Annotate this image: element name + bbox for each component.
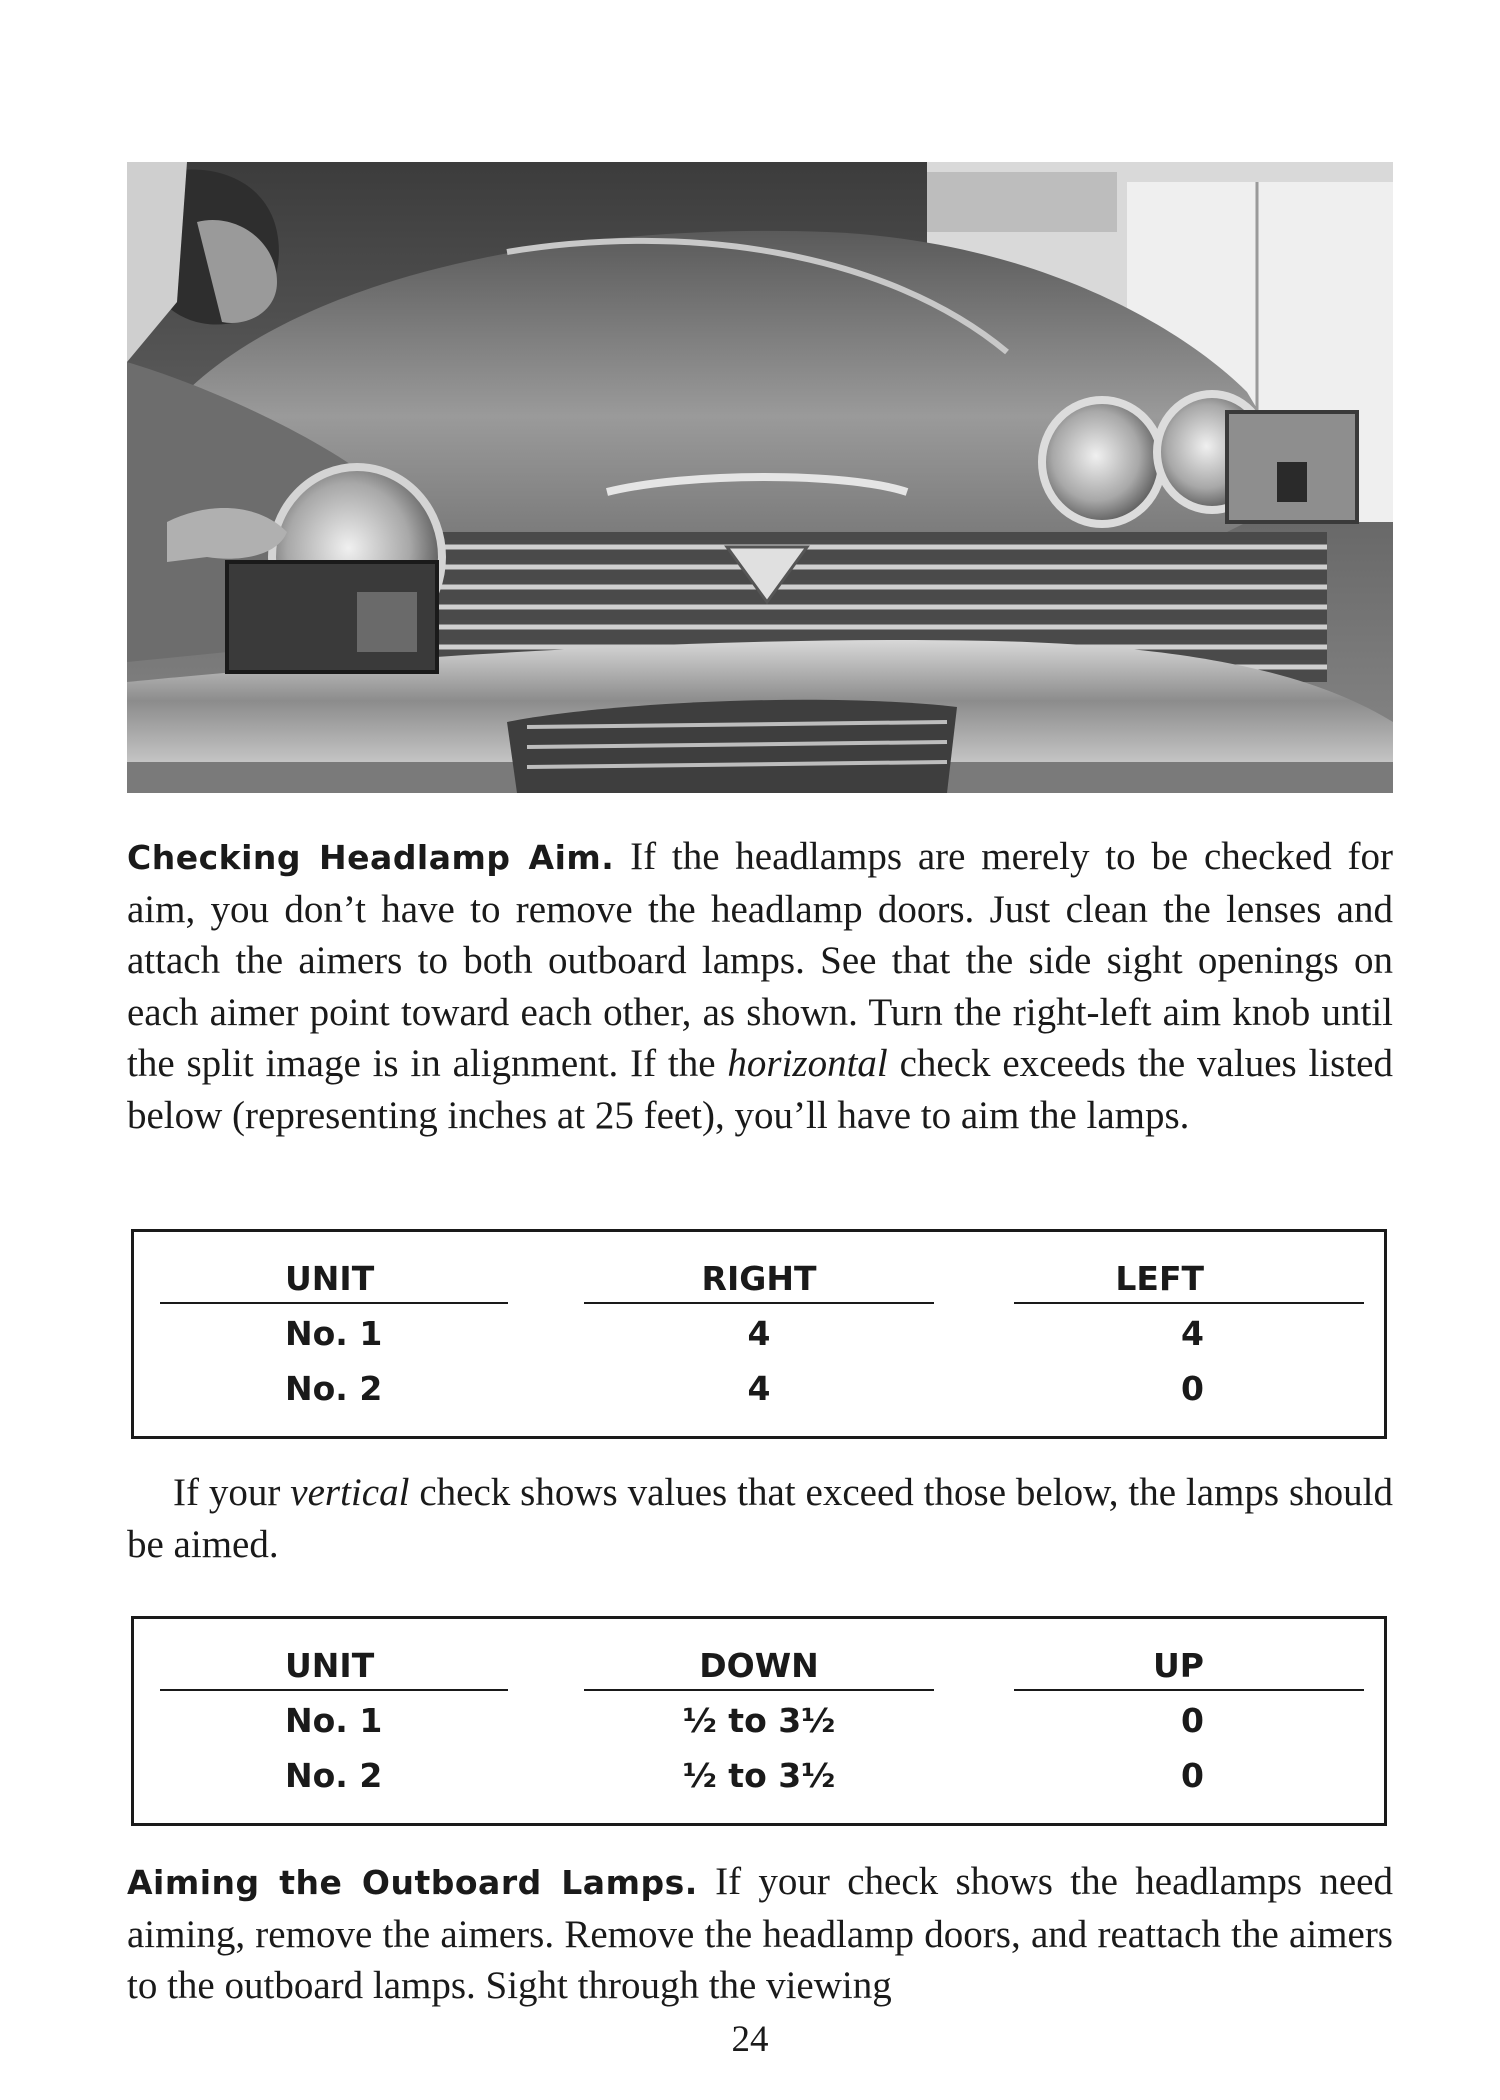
table2-unit-column — [160, 1642, 508, 1801]
table1-unit-header: UNIT — [160, 1255, 508, 1304]
horizontal-aim-table — [131, 1229, 1387, 1439]
vertical-check-emphasis: vertical — [290, 1471, 410, 1514]
table2-up-column — [1014, 1642, 1364, 1801]
table2-up-header: UP — [1014, 1642, 1364, 1691]
car-front-photo — [127, 162, 1393, 793]
checking-aim-paragraph — [127, 831, 1393, 1141]
table2-down-column — [584, 1642, 934, 1801]
aiming-outboard-text: If your check shows the headlamps need aiming, remove the aimers. Remove the headlamp doors, and reattach the aimers to the outboard lamps. Sight through the viewing — [127, 1860, 1393, 2007]
table1-row1-left: 4 — [1181, 1314, 1204, 1353]
table2-down-header: DOWN — [584, 1642, 934, 1691]
table2-row1-up: 0 — [1181, 1701, 1204, 1740]
table1-left-header: LEFT — [1014, 1255, 1364, 1304]
checking-aim-text-a: If the headlamps are merely to be checked for aim, you don’t have to remove the headlamp doors. Just clean the lenses and attach the aimers to both outboard lamps. See that the side sight openings on each aimer point toward each other, as shown. Turn the right-left aim knob until the split image is in alignment. If the — [127, 835, 1393, 1085]
table1-row1-unit: No. 1 — [285, 1314, 383, 1353]
table2-row1-down: ½ to 3½ — [682, 1701, 836, 1740]
table1-row2-left: 0 — [1181, 1369, 1204, 1408]
aiming-outboard-heading: Aiming the Outboard Lamps. — [127, 1863, 698, 1902]
table2-row2-unit: No. 2 — [285, 1756, 383, 1795]
checking-aim-emphasis: horizontal — [727, 1042, 888, 1085]
table1-unit-column — [160, 1255, 508, 1414]
checking-aim-text-b: check exceeds the values listed below (representing inches at 25 feet), you’ll have to aim the lamps. — [127, 1042, 1393, 1137]
vertical-check-paragraph — [127, 1467, 1393, 1570]
table1-row1-right: 4 — [747, 1314, 771, 1353]
page-number: 24 — [731, 2019, 769, 2060]
aiming-outboard-paragraph — [127, 1856, 1393, 2012]
vertical-aim-table — [131, 1616, 1387, 1826]
table2-row2-up: 0 — [1181, 1756, 1204, 1795]
table2-unit-header: UNIT — [160, 1642, 508, 1691]
table1-left-column — [1014, 1255, 1364, 1414]
vertical-check-text-b: check shows values that exceed those below, the lamps should be aimed. — [127, 1471, 1393, 1566]
car-headlamp-aimers-icon — [127, 162, 1393, 793]
table1-row2-unit: No. 2 — [285, 1369, 383, 1408]
table1-right-header: RIGHT — [584, 1255, 934, 1304]
checking-aim-heading: Checking Headlamp Aim. — [127, 838, 615, 877]
table2-row1-unit: No. 1 — [285, 1701, 383, 1740]
table1-right-column — [584, 1255, 934, 1414]
vertical-check-text-a: If your — [173, 1471, 291, 1514]
table2-row2-down: ½ to 3½ — [682, 1756, 836, 1795]
table1-row2-right: 4 — [747, 1369, 771, 1408]
